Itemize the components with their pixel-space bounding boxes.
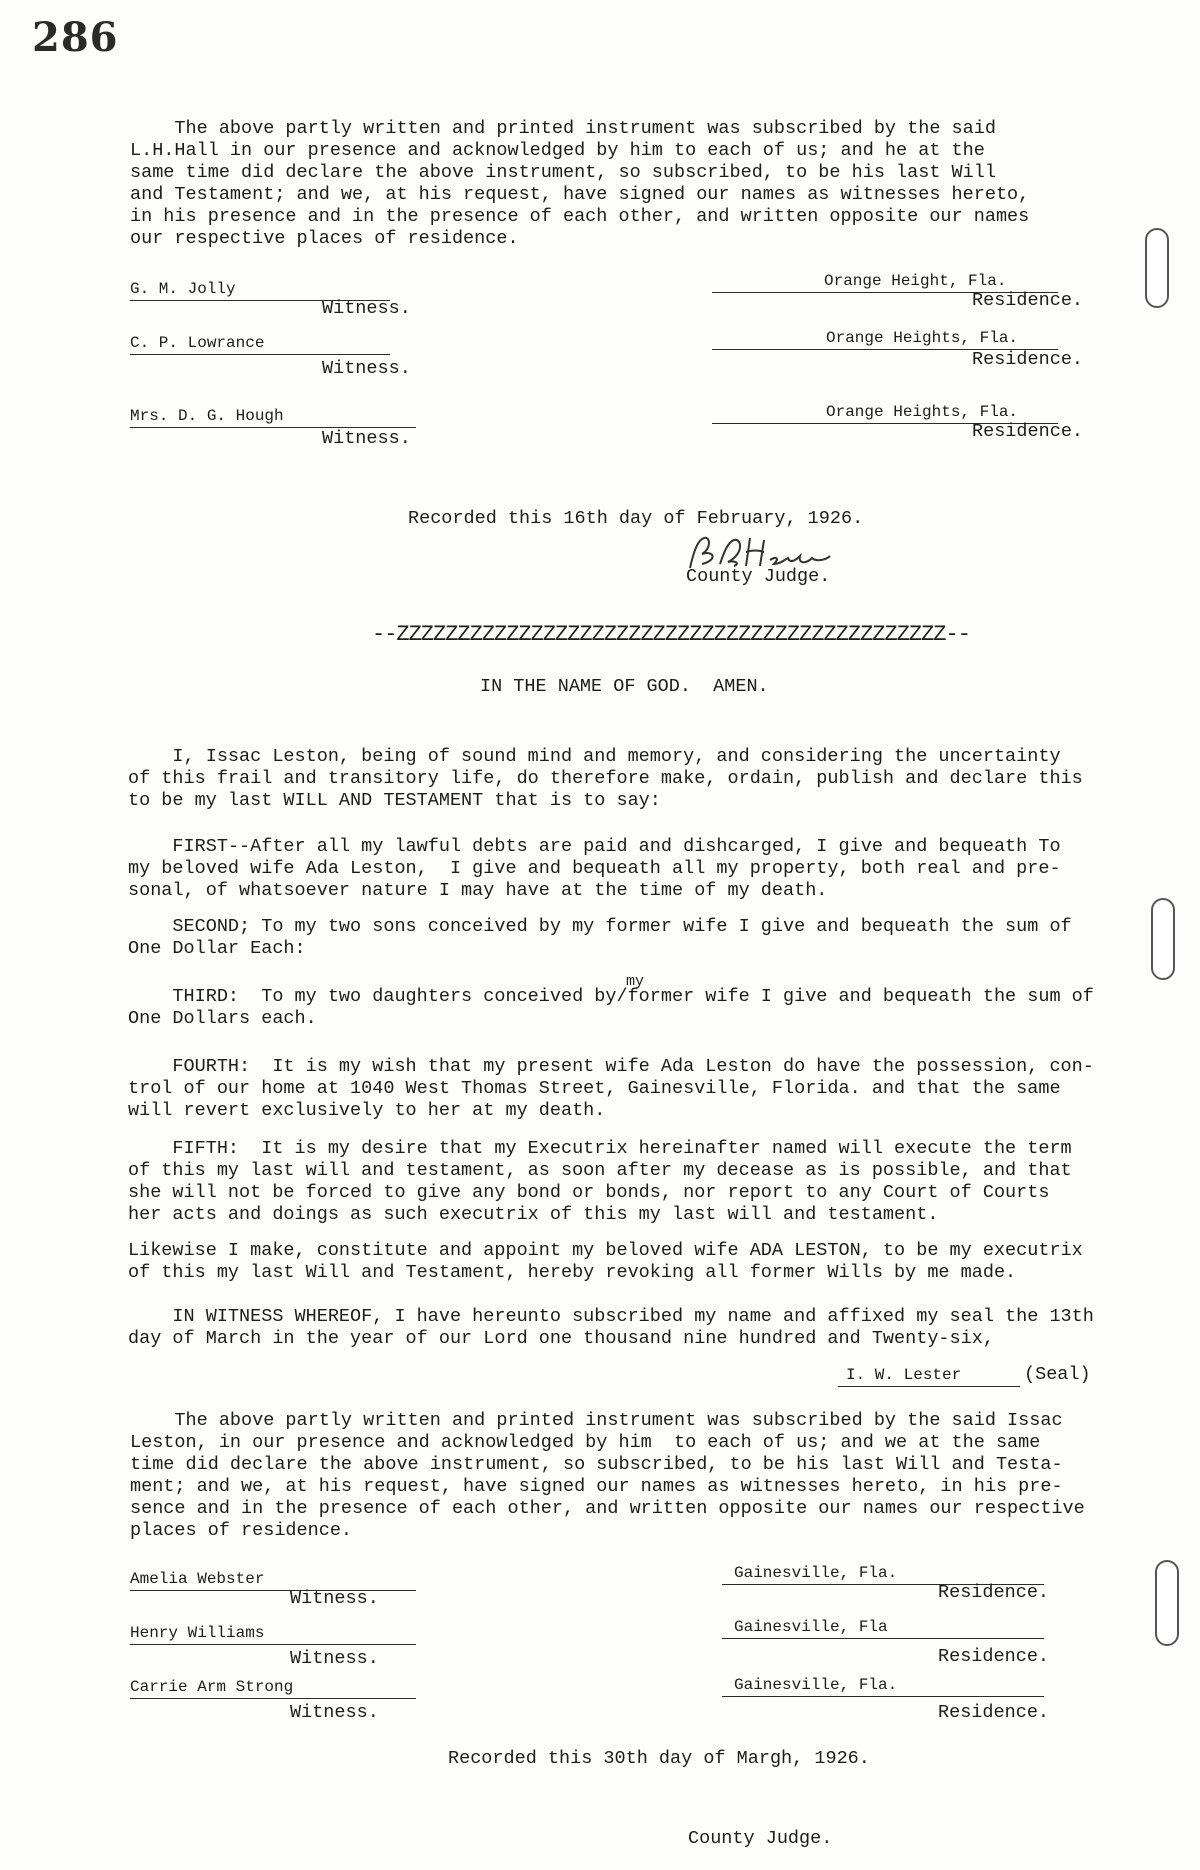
text-line: to be my last WILL AND TESTAMENT that is to say:	[128, 790, 661, 811]
first-recorded-line: Recorded this 16th day of February, 1926.	[408, 508, 864, 529]
hole-punch-bottom	[1155, 1560, 1179, 1646]
section-separator: --ZZZZZZZZZZZZZZZZZZZZZZZZZZZZZZZZZZZZZZZZZZZZZ--	[372, 622, 970, 647]
will-intro-paragraph	[128, 746, 1083, 812]
witness-name: Mrs. D. G. Hough	[130, 407, 284, 425]
text-line: Likewise I make, constitute and appoint my beloved wife ADA LESTON, to be my executrix	[128, 1240, 1083, 1261]
seal-label: (Seal)	[1024, 1364, 1091, 1385]
text-line: The above partly written and printed instrument was subscribed by the said Issac	[130, 1410, 1063, 1431]
will-executrix-paragraph	[128, 1240, 1083, 1284]
residence-value: Orange Height, Fla.	[824, 272, 1007, 290]
witness-name: G. M. Jolly	[130, 280, 236, 298]
text-line: places of residence.	[130, 1520, 353, 1541]
text-line: her acts and doings as such executrix of this my last will and testament.	[128, 1204, 939, 1225]
text-line: will revert exclusively to her at my death.	[128, 1100, 606, 1121]
will-fifth-clause	[128, 1138, 1072, 1226]
text-line: FIFTH: It is my desire that my Executrix hereinafter named will execute the term	[128, 1138, 1072, 1159]
first-attestation-paragraph	[130, 118, 1029, 250]
residence-value: Orange Heights, Fla.	[826, 403, 1019, 421]
second-recorded-line: Recorded this 30th day of Margh, 1926.	[448, 1748, 870, 1769]
residence-label: Residence.	[972, 290, 1084, 311]
residence-value: Gainesville, Fla.	[734, 1564, 898, 1582]
text-line: of this my last Will and Testament, hereby revoking all former Wills by me made.	[128, 1262, 1017, 1283]
residence-value: Orange Heights, Fla.	[826, 329, 1019, 347]
text-line: sence and in the presence of each other, and written opposite our names our respective	[130, 1498, 1085, 1519]
text-line: L.H.Hall in our presence and acknowledged by him to each of us; and he at the	[130, 140, 985, 161]
hole-punch-middle	[1151, 898, 1175, 980]
witness-name: Amelia Webster	[130, 1570, 265, 1588]
text-line: sonal, of whatsoever nature I may have at the time of my death.	[128, 880, 828, 901]
text-line: FOURTH: It is my wish that my present wife Ada Leston do have the possession, con-	[128, 1056, 1094, 1077]
text-line: of this my last will and testament, as soon after my decease as is possible, and that	[128, 1160, 1072, 1181]
witness-name: Henry Williams	[130, 1624, 265, 1642]
residence-line	[722, 1614, 1044, 1639]
witness-label: Witness.	[290, 1648, 379, 1669]
handwritten-insert: my	[626, 973, 645, 990]
text-line: SECOND; To my two sons conceived by my former wife I give and bequeath the sum of	[128, 916, 1072, 937]
witness-label: Witness.	[322, 298, 411, 319]
text-line: and Testament; and we, at his request, have signed our names as witnesses hereto,	[130, 184, 1030, 205]
witness-label: Witness.	[322, 358, 411, 379]
text-line: THIRD: To my two daughters conceived by/former wife I give and bequeath the sum of	[128, 986, 1094, 1007]
judge-signature-text: B.D. Hers	[680, 578, 686, 579]
will-second-clause	[128, 916, 1072, 960]
first-judge-label: County Judge.	[686, 566, 831, 587]
witness-name-line	[130, 1620, 416, 1645]
residence-label: Residence.	[938, 1702, 1050, 1723]
residence-line	[712, 325, 1058, 350]
text-line: FIRST--After all my lawful debts are paid and dishcarged, I give and bequeath To	[128, 836, 1061, 857]
text-line: she will not be forced to give any bond or bonds, nor report to any Court of Courts	[128, 1182, 1050, 1203]
hole-punch-top	[1145, 228, 1169, 308]
text-line: trol of our home at 1040 West Thomas Street, Gainesville, Florida. and that the same	[128, 1078, 1061, 1099]
will-first-clause	[128, 836, 1061, 902]
testator-signature-line	[838, 1362, 1020, 1387]
text-line: I, Issac Leston, being of sound mind and memory, and considering the uncertainty	[128, 746, 1061, 767]
witness-label: Witness.	[290, 1588, 379, 1609]
residence-value: Gainesville, Fla.	[734, 1676, 898, 1694]
witness-label: Witness.	[290, 1702, 379, 1723]
text-line: Leston, in our presence and acknowledged by him to each of us; and we at the same	[130, 1432, 1041, 1453]
witness-name: Carrie Arm Strong	[130, 1678, 294, 1696]
will-third-clause	[128, 986, 1094, 1030]
second-attestation-paragraph	[130, 1410, 1085, 1542]
witness-name-line	[130, 330, 390, 355]
will-fourth-clause	[128, 1056, 1094, 1122]
page-number: 286	[32, 14, 119, 61]
witness-name-line	[130, 1674, 416, 1699]
second-judge-label: County Judge.	[688, 1828, 833, 1849]
text-line: One Dollar Each:	[128, 938, 306, 959]
residence-label: Residence.	[972, 421, 1084, 442]
witness-name-line	[130, 403, 416, 428]
text-line: The above partly written and printed instrument was subscribed by the said	[130, 118, 996, 139]
text-line: of this frail and transitory life, do therefore make, ordain, publish and declare this	[128, 768, 1083, 789]
text-line: same time did declare the above instrument, so subscribed, to be his last Will	[130, 162, 996, 183]
text-line: our respective places of residence.	[130, 228, 519, 249]
residence-label: Residence.	[938, 1582, 1050, 1603]
text-line: One Dollars each.	[128, 1008, 317, 1029]
residence-line	[722, 1672, 1044, 1697]
residence-label: Residence.	[972, 349, 1084, 370]
will-witness-whereof	[128, 1306, 1094, 1350]
text-line: day of March in the year of our Lord one thousand nine hundred and Twenty-six,	[128, 1328, 994, 1349]
witness-name: C. P. Lowrance	[130, 334, 265, 352]
testator-signature: I. W. Lester	[846, 1366, 962, 1384]
text-line: IN WITNESS WHEREOF, I have hereunto subscribed my name and affixed my seal the 13th	[128, 1306, 1094, 1327]
witness-label: Witness.	[322, 428, 411, 449]
text-line: ment; and we, at his request, have signed our names as witnesses hereto, in his pre-	[130, 1476, 1063, 1497]
residence-value: Gainesville, Fla	[734, 1618, 888, 1636]
text-line: time did declare the above instrument, so subscribed, to be his last Will and Testa-	[130, 1454, 1063, 1475]
residence-label: Residence.	[938, 1646, 1050, 1667]
text-line: my beloved wife Ada Leston, I give and bequeath all my property, both real and pre-	[128, 858, 1061, 879]
text-line: in his presence and in the presence of each other, and written opposite our names	[130, 206, 1030, 227]
will-heading: IN THE NAME OF GOD. AMEN.	[480, 676, 769, 697]
